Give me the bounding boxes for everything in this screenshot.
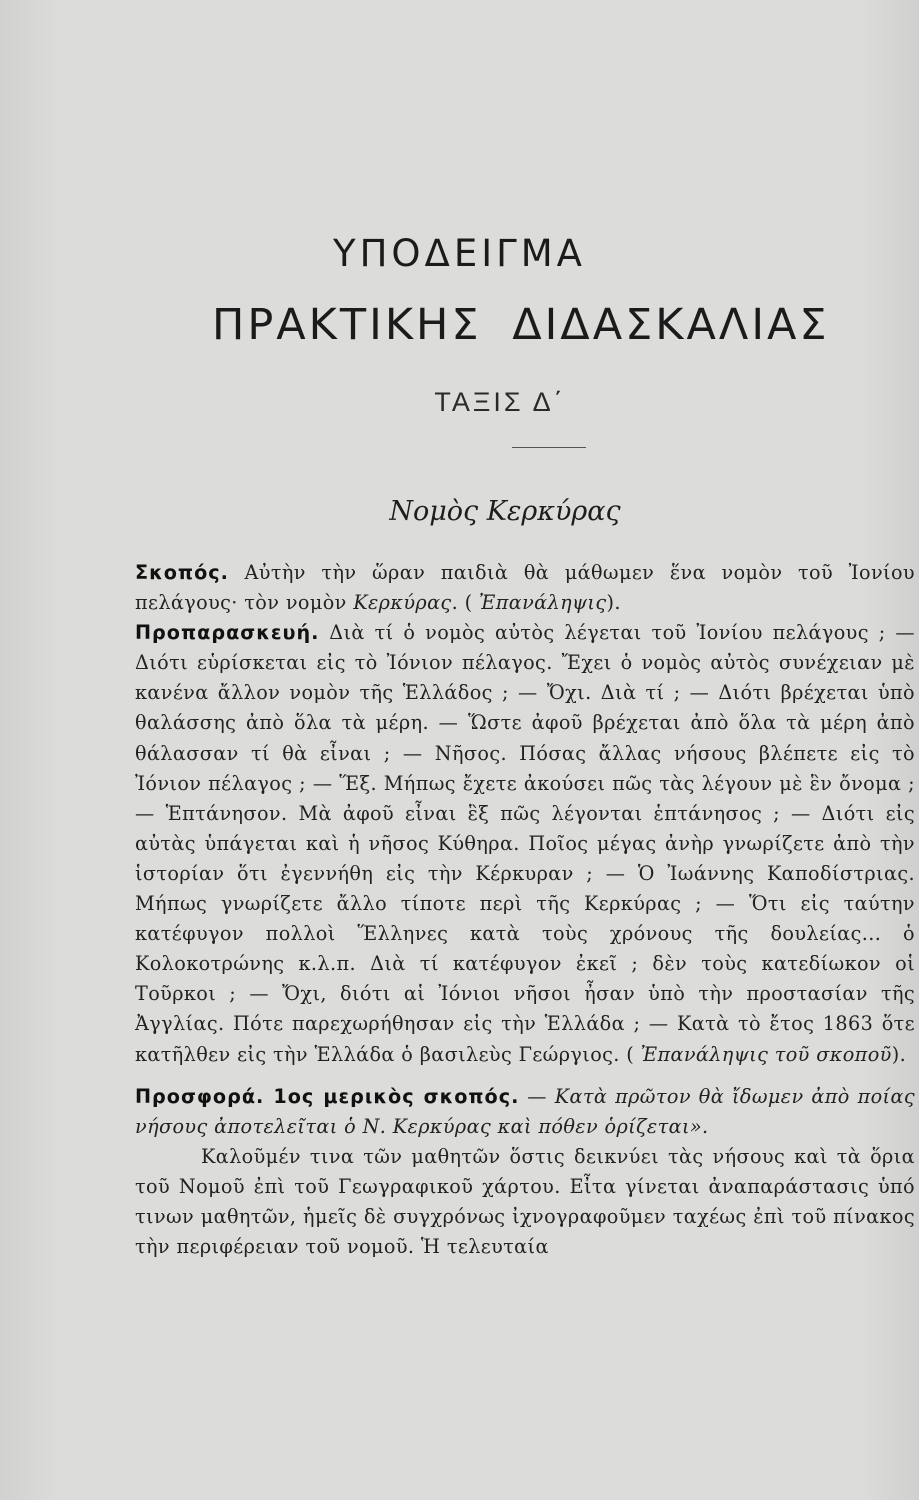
document-subtitle: ΠΡΑΚΤΙΚΗΣ ΔΙΔΑΣΚΑΛΙΑΣ xyxy=(212,300,830,350)
paragraph-gap xyxy=(135,1070,915,1082)
section-heading: Νομὸς Κερκύρας xyxy=(389,496,621,527)
paragraph-closing: Καλοῦμέν τινα τῶν μαθητῶν ὅστις δεικνύει τὰς νήσους καὶ τὰ ὅρια τοῦ Νομοῦ ἐπὶ τοῦ Γεωγραφικοῦ χάρτου. Εἶτα γίνεται ἀναπαράστασις ὑπό τινων μαθητῶν, ἡμεῖς δὲ συγχρόνως ἰχνογραφοῦμεν ταχέως ἐπὶ τοῦ πίνακος τὴν περιφέρειαν τοῦ νομοῦ. Ἡ τελευταία xyxy=(135,1144,915,1259)
paragraph-skopos xyxy=(135,558,915,618)
prosfora-italic-text: Κατὰ πρῶτον θὰ ἴδωμεν ἀπὸ ποίας νήσους ἀποτελεῖται ὁ Ν. Κερκύρας καὶ πόθεν ὁρίζεται». xyxy=(135,1084,915,1138)
class-label: ΤΑΞΙΣ Δ΄ xyxy=(434,387,566,417)
prosfora-lead: Προσφορά. xyxy=(135,1084,265,1108)
skopos-recap: Ἐπανάληψις xyxy=(478,591,607,615)
paragraph-prosfora xyxy=(135,1082,915,1142)
document-title: ΥΠΟΔΕΙΓΜΑ xyxy=(333,232,586,275)
paragraph-proparaskevi xyxy=(135,618,915,1069)
proparaskevi-lead: Προπαρασκευή. xyxy=(135,621,320,645)
skopos-text-1: Αὐτὴν τὴν ὥραν παιδιὰ θὰ μάθωμεν ἕνα νομὸν τοῦ Ἰονίου πελάγους· τὸν νομὸν xyxy=(135,561,915,615)
skopos-lead: Σκοπός. xyxy=(135,561,229,584)
body-text xyxy=(135,558,915,1262)
skopos-text-2: . ( xyxy=(451,591,479,615)
skopos-name: Κερκύρας xyxy=(353,591,452,615)
divider-rule xyxy=(512,447,586,448)
proparaskevi-recap: Ἐπανάληψις τοῦ σκοποῦ xyxy=(640,1042,892,1066)
prosfora-sub-lead: 1ος μερικὸς σκοπός. xyxy=(264,1084,520,1108)
skopos-text-3: ). xyxy=(606,591,621,615)
prosfora-dash: — xyxy=(519,1084,555,1108)
proparaskevi-text-2: ). xyxy=(891,1042,907,1066)
proparaskevi-text-1: Διὰ τί ὁ νομὸς αὐτὸς λέγεται τοῦ Ἰονίου πελάγους ; — Διότι εὑρίσκεται εἰς τὸ Ἰόνιον πέλαγος. Ἔχει ὁ νομὸς αὐτὸς συνέχειαν μὲ κανένα ἄλλον νομὸν τῆς Ἑλλάδος ; — Ὄχι. Διὰ τί ; — Διότι βρέχεται ὑπὸ θαλάσσης ἀπὸ ὅλα τὰ μέρη. — Ὥστε ἀφοῦ βρέχεται ἀπὸ ὅλα τὰ μέρη ἀπὸ θάλασσαν τί θὰ εἶναι ; — Νῆσος. Πόσας ἄλλας νήσους βλέπετε εἰς τὸ Ἰόνιον πέλαγος ; — Ἕξ. Μήπως ἔχετε ἀκούσει πῶς τὰς λέγουν μὲ ἓν ὄνομα ; — Ἑπτάνησον. Μὰ ἀφοῦ εἶναι ἓξ πῶς λέγονται ἑπτάνησος ; — Διότι εἰς αὐτὰς ὑπάγεται καὶ ἡ νῆσος Κύθηρα. Ποῖος μέγας ἀνὴρ γνωρίζετε ἀπὸ τὴν ἱστορίαν ὅτι ἐγεννήθη εἰς τὴν Κέρκυραν ; — Ὁ Ἰωάννης Καποδίστριας. Μήπως γνωρίζετε ἄλλο τίποτε περὶ τῆς Κερκύρας ; — Ὅτι εἰς ταύτην κατέφυγον πολλοὶ Ἕλληνες κατὰ τοὺς χρόνους τῆς δουλείας... ὁ Κολοκοτρώνης κ.λ.π. Διὰ τί κατέφυγον ἐκεῖ ; δὲν τοὺς κατεδίωκον οἱ Τοῦρκοι ; — Ὄχι, διότι αἱ Ἰόνιοι νῆσοι ἦσαν ὑπὸ τὴν προστασίαν τῆς Ἀγγλίας. Πότε παρεχωρήθησαν εἰς τὴν Ἑλλάδα ; — Κατὰ τὸ ἔτος 1863 ὅτε κατῆλθεν εἰς τὴν Ἑλλάδα ὁ βασιλεὺς Γεώργιος. ( xyxy=(135,621,915,1066)
